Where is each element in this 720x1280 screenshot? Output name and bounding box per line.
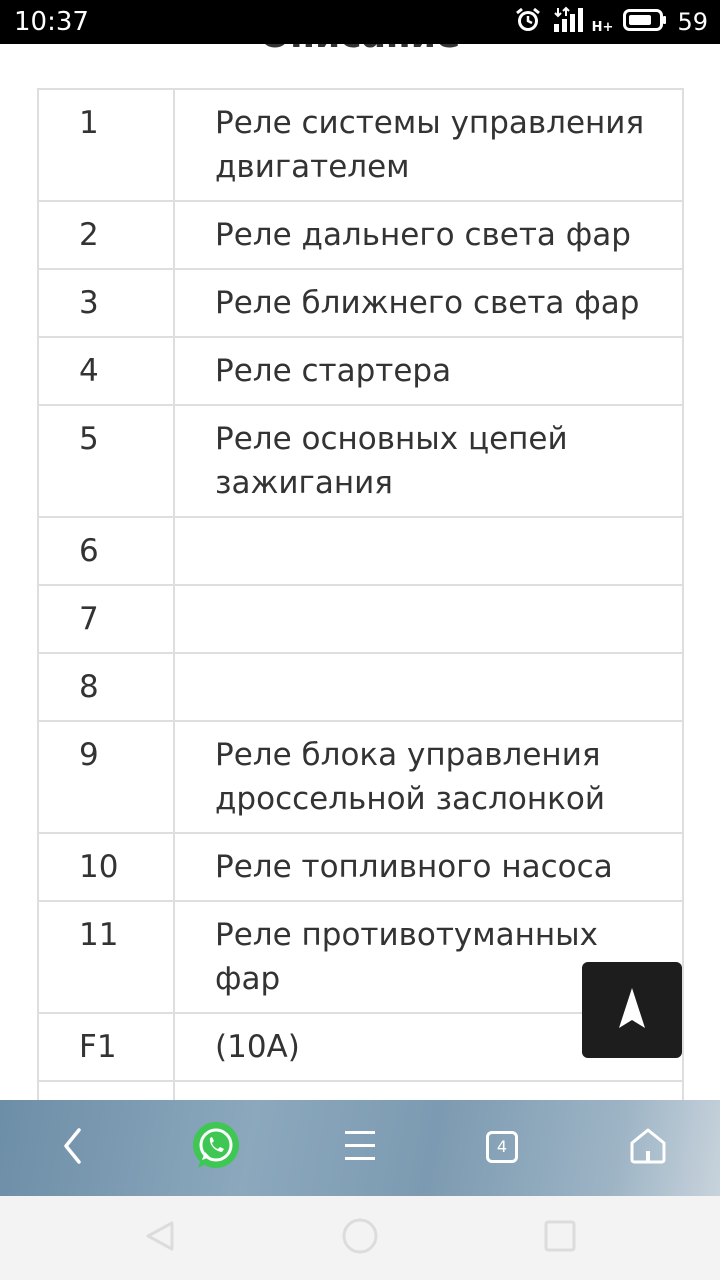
fuse-description-cell <box>174 653 683 721</box>
fuse-description-cell: Реле блока управления дроссельной заслонкой <box>174 721 683 833</box>
back-icon <box>61 1126 85 1170</box>
fuse-description-cell: Реле дальнего света фар <box>174 201 683 269</box>
fuse-number-cell: 7 <box>38 585 174 653</box>
menu-button[interactable] <box>320 1100 400 1196</box>
fuse-number-cell: 10 <box>38 833 174 901</box>
fuse-number-cell: 2 <box>38 201 174 269</box>
clock: 10:37 <box>14 7 89 37</box>
fuse-number-cell: 8 <box>38 653 174 721</box>
table-row <box>38 89 683 201</box>
fuse-number-cell: 6 <box>38 517 174 585</box>
battery-icon <box>623 8 667 36</box>
fuse-description-cell <box>174 517 683 585</box>
fuse-description-cell: Реле стартера <box>174 337 683 405</box>
nav-home-button[interactable] <box>320 1196 400 1280</box>
fuse-description-cell <box>174 585 683 653</box>
signal-icon <box>552 6 586 38</box>
nav-home-icon <box>341 1217 379 1259</box>
fuse-description-cell: Реле противотуманных фар <box>174 901 683 1013</box>
fuse-description-cell: Реле ближнего света фар <box>174 269 683 337</box>
fuse-number-cell: 9 <box>38 721 174 833</box>
table-row <box>38 517 683 585</box>
table-row <box>38 653 683 721</box>
table-row <box>38 585 683 653</box>
nav-back-button[interactable] <box>120 1196 200 1280</box>
nav-recents-icon <box>543 1219 577 1257</box>
table-row <box>38 337 683 405</box>
fuse-number-cell: 3 <box>38 269 174 337</box>
table-row <box>38 405 683 517</box>
page-content <box>0 44 720 1100</box>
alarm-icon <box>514 6 542 38</box>
network-type: H+ <box>591 19 614 35</box>
whatsapp-icon <box>190 1120 242 1176</box>
fuse-description-cell: (10A) <box>174 1013 683 1081</box>
battery-level: 59 <box>677 8 708 36</box>
fuse-number-cell: 4 <box>38 337 174 405</box>
home-button[interactable] <box>608 1100 688 1196</box>
table-row <box>38 833 683 901</box>
status-bar <box>0 0 720 44</box>
back-button[interactable] <box>33 1100 113 1196</box>
fuse-number-cell: 5 <box>38 405 174 517</box>
status-icons <box>514 6 708 38</box>
fuse-number-cell: 1 <box>38 89 174 201</box>
fuse-number-cell: F1 <box>38 1013 174 1081</box>
fuse-description-cell: Реле топливного насоса <box>174 833 683 901</box>
nav-recents-button[interactable] <box>520 1196 600 1280</box>
browser-toolbar <box>0 1100 720 1196</box>
tab-count: 4 <box>486 1131 518 1163</box>
table-row <box>38 721 683 833</box>
menu-icon <box>343 1128 377 1168</box>
home-icon <box>629 1127 667 1169</box>
arrow-up-icon <box>617 986 647 1034</box>
fuse-description-cell: Реле основных цепей зажигания <box>174 405 683 517</box>
table-row <box>38 201 683 269</box>
nav-back-icon <box>143 1219 177 1257</box>
system-nav-bar <box>0 1196 720 1280</box>
scroll-top-button[interactable] <box>582 962 682 1058</box>
table-row <box>38 269 683 337</box>
fuse-description-cell: Реле системы управления двигателем <box>174 89 683 201</box>
fuse-number-cell: 11 <box>38 901 174 1013</box>
whatsapp-button[interactable] <box>176 1100 256 1196</box>
